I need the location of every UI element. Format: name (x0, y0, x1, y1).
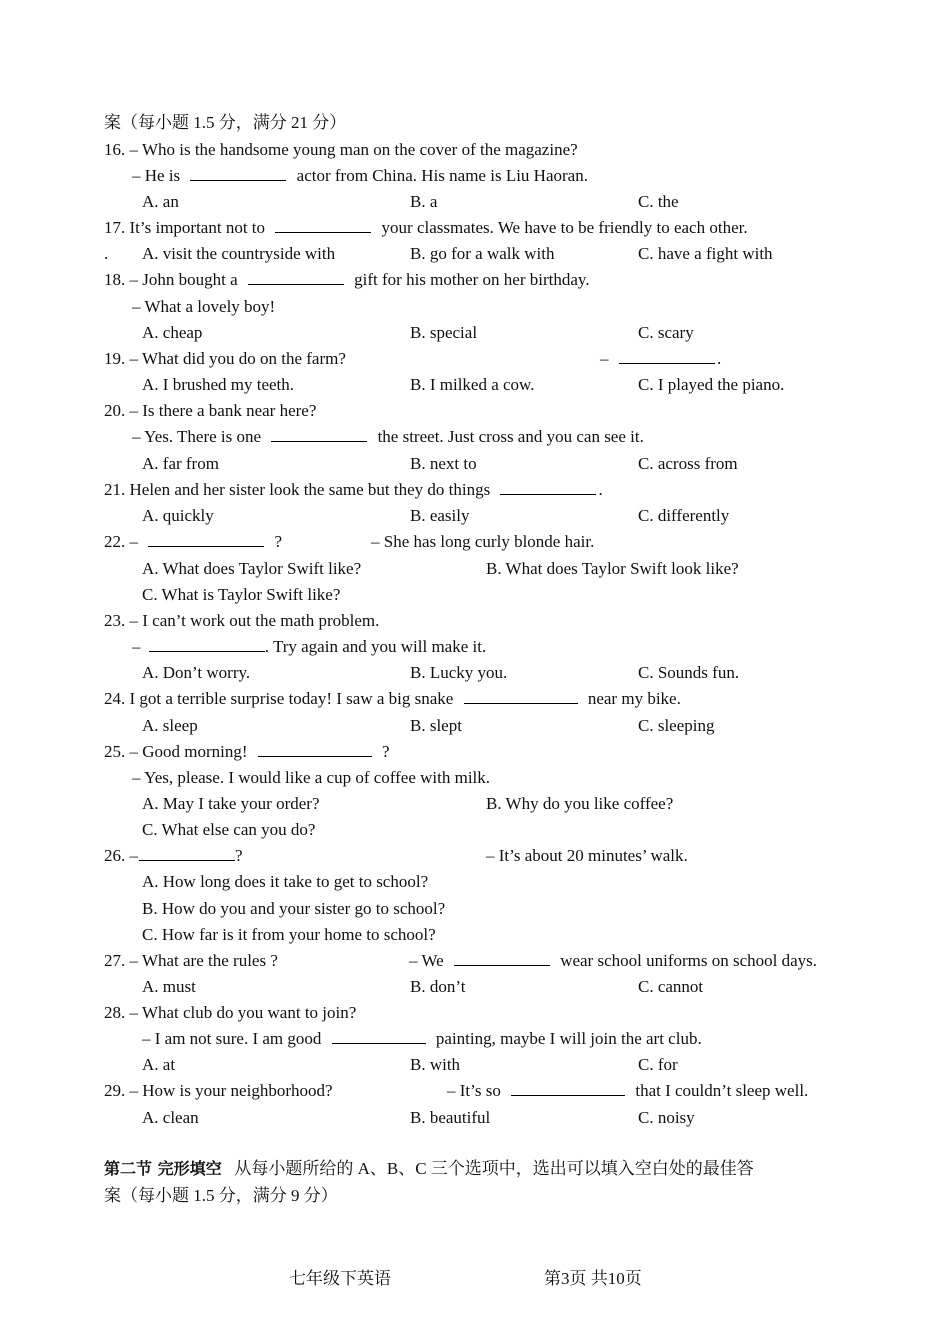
q20-option-b[interactable]: B. next to (410, 454, 477, 473)
q28-reply: – I am not sure. I am good painting, maybe I will join the art club. (142, 1029, 702, 1048)
q20-reply: – Yes. There is one the street. Just cross and you can see it. (132, 427, 644, 446)
q29-option-b[interactable]: B. beautiful (410, 1108, 491, 1127)
answer-blank[interactable] (332, 1028, 426, 1044)
answer-blank[interactable] (511, 1080, 625, 1096)
q27-stem: 27. – What are the rules ? (104, 951, 278, 970)
q26-stem: 26. – ? (104, 846, 243, 865)
footer-page-number: 第3页 共10页 (544, 1269, 642, 1288)
intro-line: 案（每小题 1.5 分，满分 21 分） (104, 113, 347, 132)
q23-option-c[interactable]: C. Sounds fun. (638, 663, 740, 682)
answer-blank[interactable] (275, 217, 371, 233)
section2-instructions: 从每小题所给的 A、B、C 三个选项中，选出可以填入空白处的最佳答 (234, 1159, 754, 1178)
q17-option-a[interactable]: A. visit the countryside with (142, 244, 336, 263)
q24-option-a[interactable]: A. sleep (142, 716, 198, 735)
q25-option-b[interactable]: B. Why do you like coffee? (486, 794, 674, 813)
section2-instructions-cont: 案（每小题 1.5 分，满分 9 分） (104, 1186, 338, 1205)
q21-option-c[interactable]: C. differently (638, 506, 730, 525)
q25-reply: – Yes, please. I would like a cup of coffee with milk. (132, 768, 491, 787)
q26-reply: – It’s about 20 minutes’ walk. (486, 846, 688, 865)
q26-option-b[interactable]: B. How do you and your sister go to school? (142, 899, 446, 918)
q24-stem: 24. I got a terrible surprise today! I saw a big snake near my bike. (104, 689, 681, 708)
q20-option-a[interactable]: A. far from (142, 454, 219, 473)
q29-stem: 29. – How is your neighborhood? (104, 1081, 333, 1100)
q25-stem: 25. – Good morning! ? (104, 742, 390, 761)
q24-option-c[interactable]: C. sleeping (638, 716, 715, 735)
q19-option-a[interactable]: A. I brushed my teeth. (142, 375, 295, 394)
q23-option-a[interactable]: A. Don’t worry. (142, 663, 251, 682)
q28-option-a[interactable]: A. at (142, 1055, 176, 1074)
q19-option-b[interactable]: B. I milked a cow. (410, 375, 535, 394)
q23-option-b[interactable]: B. Lucky you. (410, 663, 508, 682)
q22-option-b[interactable]: B. What does Taylor Swift look like? (486, 559, 739, 578)
stray-dot: . (104, 244, 109, 263)
answer-blank[interactable] (271, 426, 367, 442)
q16-option-a[interactable]: A. an (142, 192, 179, 211)
q18-option-c[interactable]: C. scary (638, 323, 694, 342)
q27-option-c[interactable]: C. cannot (638, 977, 704, 996)
q19-stem: 19. – What did you do on the farm? (104, 349, 346, 368)
q25-option-c[interactable]: C. What else can you do? (142, 820, 316, 839)
answer-blank[interactable] (258, 741, 372, 757)
section2-title: 第二节 完形填空 (104, 1159, 222, 1178)
q22-reply: – She has long curly blonde hair. (371, 532, 595, 551)
section2-heading (104, 1158, 754, 1180)
q28-option-c[interactable]: C. for (638, 1055, 678, 1074)
q16-option-b[interactable]: B. a (410, 192, 438, 211)
answer-blank[interactable] (149, 636, 265, 652)
q20-stem: 20. – Is there a bank near here? (104, 401, 317, 420)
q19-reply: – . (600, 349, 722, 368)
answer-blank[interactable] (619, 348, 715, 364)
q23-stem: 23. – I can’t work out the math problem. (104, 611, 380, 630)
q23-reply: – . Try again and you will make it. (132, 637, 487, 656)
q27-option-b[interactable]: B. don’t (410, 977, 466, 996)
q28-stem: 28. – What club do you want to join? (104, 1003, 357, 1022)
q22-option-a[interactable]: A. What does Taylor Swift like? (142, 559, 362, 578)
answer-blank[interactable] (139, 845, 235, 861)
q20-option-c[interactable]: C. across from (638, 454, 738, 473)
answer-blank[interactable] (248, 269, 344, 285)
q26-option-a[interactable]: A. How long does it take to get to school? (142, 872, 429, 891)
q16-option-c[interactable]: C. the (638, 192, 679, 211)
q27-option-a[interactable]: A. must (142, 977, 196, 996)
q19-option-c[interactable]: C. I played the piano. (638, 375, 785, 394)
q18-reply: – What a lovely boy! (132, 297, 276, 316)
q22-stem: 22. – ? (104, 532, 283, 551)
q29-option-a[interactable]: A. clean (142, 1108, 199, 1127)
q18-stem: 18. – John bought a gift for his mother on her birthday. (104, 270, 590, 289)
answer-blank[interactable] (500, 479, 596, 495)
footer-subject: 七年级下英语 (289, 1269, 391, 1288)
q17-stem: 17. It’s important not to your classmates. We have to be friendly to each other. (104, 218, 748, 237)
answer-blank[interactable] (148, 531, 264, 547)
q17-option-c[interactable]: C. have a fight with (638, 244, 773, 263)
q26-option-c[interactable]: C. How far is it from your home to school? (142, 925, 436, 944)
q25-option-a[interactable]: A. May I take your order? (142, 794, 320, 813)
q21-option-a[interactable]: A. quickly (142, 506, 214, 525)
q29-option-c[interactable]: C. noisy (638, 1108, 695, 1127)
q27-reply: – We wear school uniforms on school days. (409, 951, 818, 970)
q16-reply: – He is actor from China. His name is Liu Haoran. (132, 166, 588, 185)
q22-option-c[interactable]: C. What is Taylor Swift like? (142, 585, 341, 604)
q17-option-b[interactable]: B. go for a walk with (410, 244, 555, 263)
q29-reply: – It’s so that I couldn’t sleep well. (447, 1081, 809, 1100)
q18-option-b[interactable]: B. special (410, 323, 478, 342)
q18-option-a[interactable]: A. cheap (142, 323, 203, 342)
answer-blank[interactable] (190, 165, 286, 181)
q16-stem: 16. – Who is the handsome young man on the cover of the magazine? (104, 140, 578, 159)
answer-blank[interactable] (464, 688, 578, 704)
q21-option-b[interactable]: B. easily (410, 506, 470, 525)
q21-stem: 21. Helen and her sister look the same but they do things . (104, 480, 603, 499)
q28-option-b[interactable]: B. with (410, 1055, 461, 1074)
q24-option-b[interactable]: B. slept (410, 716, 462, 735)
answer-blank[interactable] (454, 950, 550, 966)
